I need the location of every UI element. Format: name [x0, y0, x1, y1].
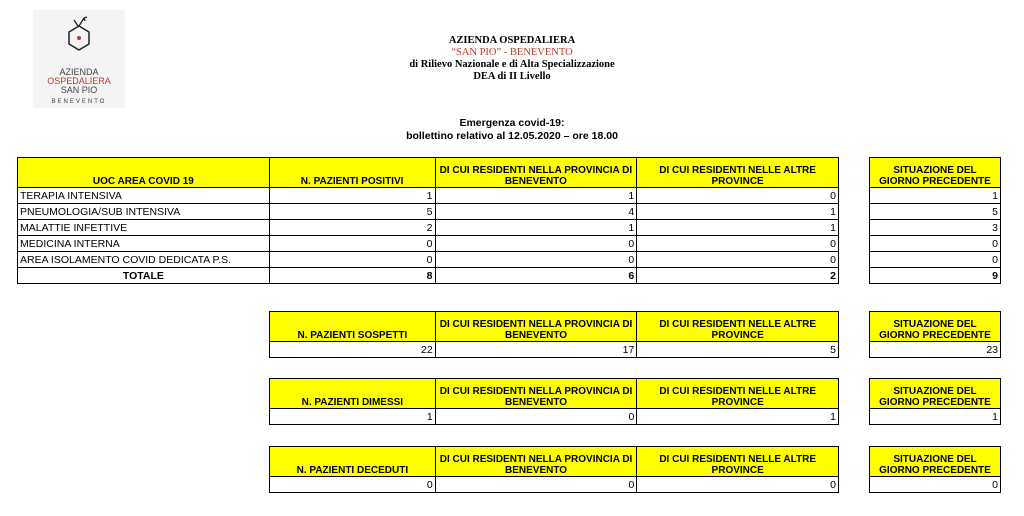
total-previous: 9 — [870, 268, 1001, 284]
cell-deceased: 0 — [270, 477, 436, 493]
cell-previous: 1 — [870, 188, 1001, 204]
cell-previous: 23 — [870, 342, 1001, 358]
header-line-3: di Rilievo Nazionale e di Alta Specializzazione — [409, 59, 615, 70]
col-header-residents-bn: DI CUI RESIDENTI NELLA PROVINCIA DI BENEVENTO — [435, 447, 637, 477]
table-row — [18, 220, 839, 236]
table-row — [18, 188, 839, 204]
cell-positives: 1 — [269, 188, 435, 204]
cell-residents-other: 1 — [637, 220, 839, 236]
cell-residents-other: 1 — [637, 204, 839, 220]
total-residents-other: 2 — [637, 268, 839, 284]
discharged-table — [269, 378, 839, 425]
cell-previous: 0 — [870, 252, 1001, 268]
header-line-1: AZIENDA OSPEDALIERA — [448, 35, 576, 46]
header-line-2: “SAN PIO” - BENEVENTO — [451, 47, 573, 58]
row-label: TERAPIA INTENSIVA — [18, 188, 270, 204]
cell-discharged: 1 — [270, 409, 436, 425]
table-row — [18, 252, 839, 268]
cell-positives: 5 — [269, 204, 435, 220]
col-header-residents-other: DI CUI RESIDENTI NELLE ALTRE PROVINCE — [637, 379, 839, 409]
cell-residents-other: 0 — [637, 252, 839, 268]
cell-previous: 0 — [870, 477, 1001, 493]
col-header-residents-bn: DI CUI RESIDENTI NELLA PROVINCIA DI BENEVENTO — [435, 312, 637, 342]
table-row — [18, 236, 839, 252]
cell-residents-bn: 0 — [435, 477, 637, 493]
cell-previous: 0 — [870, 236, 1001, 252]
cell-residents-bn: 1 — [435, 188, 637, 204]
row-label: PNEUMOLOGIA/SUB INTENSIVA — [18, 204, 270, 220]
positives-previous-table — [869, 157, 1001, 284]
cell-previous: 1 — [870, 409, 1001, 425]
col-header-area: UOC AREA COVID 19 — [18, 158, 270, 188]
col-header-previous-day: SITUAZIONE DEL GIORNO PRECEDENTE — [870, 158, 1001, 188]
cell-residents-bn: 0 — [435, 236, 637, 252]
header-line-4: DEA di II Livello — [473, 71, 551, 82]
cell-residents-other: 0 — [637, 188, 839, 204]
total-row — [18, 268, 839, 284]
col-header-residents-other: DI CUI RESIDENTI NELLE ALTRE PROVINCE — [637, 312, 839, 342]
logo-line-2: OSPEDALIERA — [47, 76, 111, 86]
cell-residents-other: 0 — [637, 236, 839, 252]
total-positives: 8 — [269, 268, 435, 284]
cell-residents-bn: 0 — [435, 409, 637, 425]
bulletin-date: bollettino relativo al 12.05.2020 – ore 18.00 — [406, 130, 618, 142]
cell-residents-bn: 17 — [435, 342, 637, 358]
total-label: TOTALE — [18, 268, 270, 284]
discharged-previous-table — [869, 378, 1001, 425]
cell-residents-other: 0 — [637, 477, 839, 493]
row-label: AREA ISOLAMENTO COVID DEDICATA P.S. — [18, 252, 270, 268]
cell-residents-bn: 4 — [435, 204, 637, 220]
cell-previous: 3 — [870, 220, 1001, 236]
positives-header-row — [18, 158, 839, 188]
col-header-residents-other: DI CUI RESIDENTI NELLE ALTRE PROVINCE — [637, 158, 839, 188]
logo-line-1: AZIENDA — [59, 67, 99, 77]
total-residents-bn: 6 — [435, 268, 637, 284]
col-header-suspects: N. PAZIENTI SOSPETTI — [270, 312, 436, 342]
suspects-table — [269, 311, 839, 358]
cell-residents-bn: 1 — [435, 220, 637, 236]
col-header-previous-day: SITUAZIONE DEL GIORNO PRECEDENTE — [870, 447, 1001, 477]
col-header-deceased: N. PAZIENTI DECEDUTI — [270, 447, 436, 477]
logo-line-4: BENEVENTO — [51, 99, 107, 105]
deceased-table — [269, 446, 839, 493]
col-header-discharged: N. PAZIENTI DIMESSI — [270, 379, 436, 409]
col-header-previous-day: SITUAZIONE DEL GIORNO PRECEDENTE — [870, 379, 1001, 409]
positives-table — [17, 157, 839, 284]
col-header-residents-bn: DI CUI RESIDENTI NELLA PROVINCIA DI BENEVENTO — [435, 158, 637, 188]
cell-positives: 0 — [269, 252, 435, 268]
cell-residents-bn: 0 — [435, 252, 637, 268]
col-header-previous-day: SITUAZIONE DEL GIORNO PRECEDENTE — [870, 312, 1001, 342]
cell-previous: 5 — [870, 204, 1001, 220]
table-row — [18, 204, 839, 220]
logo-line-3: SAN PIO — [60, 85, 98, 95]
suspects-previous-table — [869, 311, 1001, 358]
cell-residents-other: 1 — [637, 409, 839, 425]
deceased-previous-table — [869, 446, 1001, 493]
col-header-positives: N. PAZIENTI POSITIVI — [269, 158, 435, 188]
row-label: MALATTIE INFETTIVE — [18, 220, 270, 236]
col-header-residents-bn: DI CUI RESIDENTI NELLA PROVINCIA DI BENEVENTO — [435, 379, 637, 409]
cell-positives: 0 — [269, 236, 435, 252]
bulletin-title: Emergenza covid-19: — [459, 117, 565, 129]
cell-suspects: 22 — [270, 342, 436, 358]
cell-positives: 2 — [269, 220, 435, 236]
cell-residents-other: 5 — [637, 342, 839, 358]
row-label: MEDICINA INTERNA — [18, 236, 270, 252]
col-header-residents-other: DI CUI RESIDENTI NELLE ALTRE PROVINCE — [637, 447, 839, 477]
